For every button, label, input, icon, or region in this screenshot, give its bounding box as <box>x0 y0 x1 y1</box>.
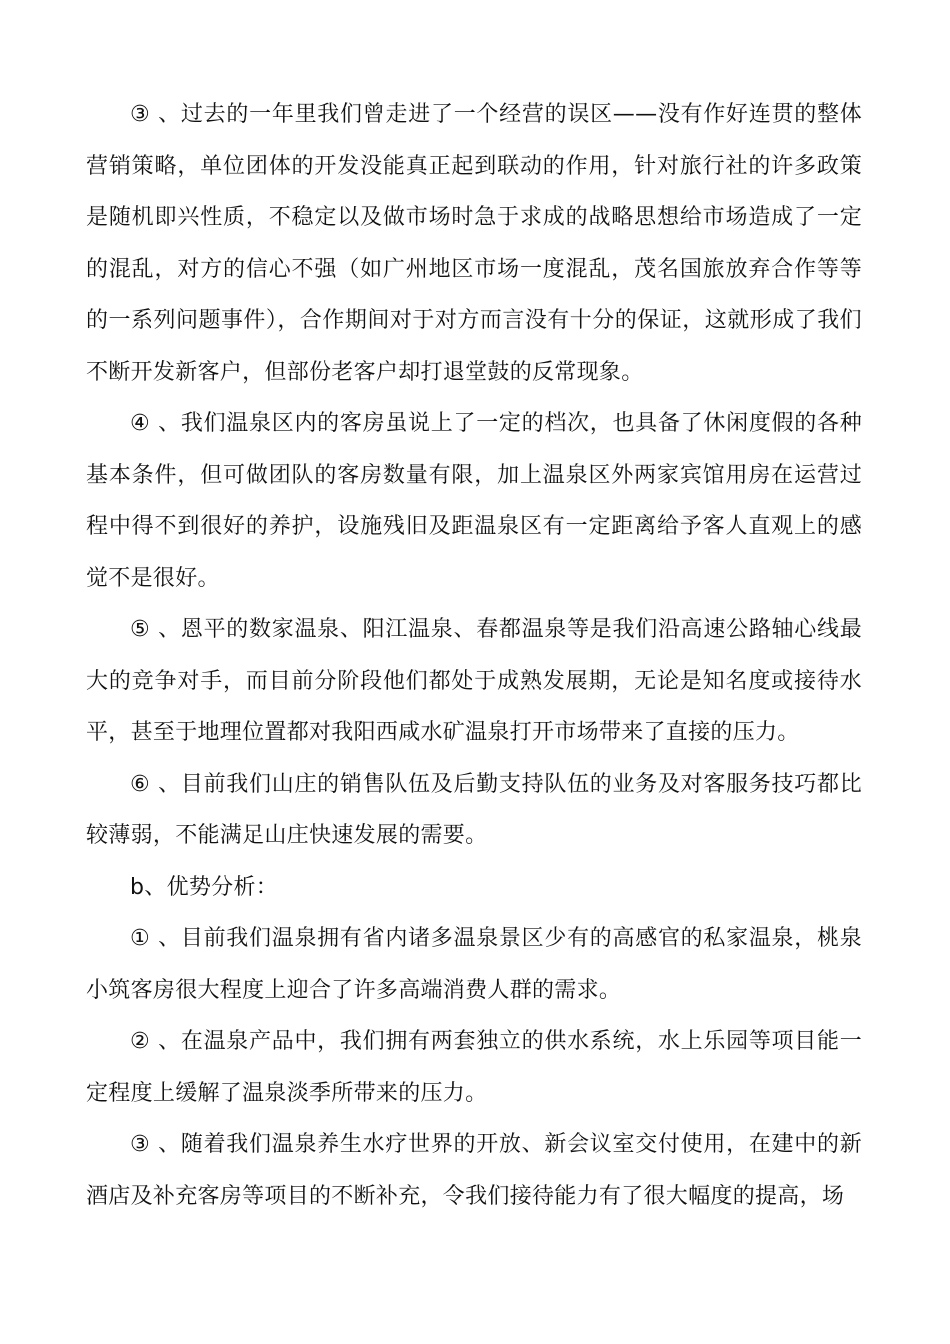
paragraph-weakness-4: ④ 、我们温泉区内的客房虽说上了一定的档次，也具备了休闲度假的各种基本条件，但可做团队的客房数量有限，加上温泉区外两家宾馆用房在运营过程中得不到很好的养护，设施残旧及距温泉区有一定距离给予客人直观上的感觉不是很好。 <box>86 411 862 591</box>
paragraph-weakness-5: ⑤ 、恩平的数家温泉、阳江温泉、春都温泉等是我们沿高速公路轴心线最大的竞争对手，而目前分阶段他们都处于成熟发展期，无论是知名度或接待水平，甚至于地理位置都对我阳西咸水矿温泉打开市场带来了直接的压力。 <box>86 617 862 745</box>
paragraph-strength-1: ① 、目前我们温泉拥有省内诸多温泉景区少有的高感官的私家温泉，桃泉小筑客房很大程度上迎合了许多高端消费人群的需求。 <box>86 926 862 1003</box>
paragraph-weakness-6: ⑥ 、目前我们山庄的销售队伍及后勤支持队伍的业务及对客服务技巧都比较薄弱，不能满足山庄快速发展的需要。 <box>86 771 862 848</box>
document-body <box>86 0 862 1222</box>
paragraph-weakness-3: ③ 、过去的一年里我们曾走进了一个经营的误区——没有作好连贯的整体营销策略，单位团体的开发没能真正起到联动的作用，针对旅行社的许多政策是随机即兴性质，不稳定以及做市场时急于求成的战略思想给市场造成了一定的混乱，对方的信心不强（如广州地区市场一度混乱，茂名国旅放弃合作等等的一系列问题事件），合作期间对于对方而言没有十分的保证，这就形成了我们不断开发新客户，但部份老客户却打退堂鼓的反常现象。 <box>86 102 862 385</box>
paragraph-strength-2: ② 、在温泉产品中，我们拥有两套独立的供水系统，水上乐园等项目能一定程度上缓解了温泉淡季所带来的压力。 <box>86 1029 862 1106</box>
section-heading-strengths: b、优势分析： <box>130 874 279 900</box>
paragraph-strength-3: ③ 、随着我们温泉养生水疗世界的开放、新会议室交付使用，在建中的新酒店及补充客房等项目的不断补充，令我们接待能力有了很大幅度的提高，场 <box>86 1132 862 1209</box>
